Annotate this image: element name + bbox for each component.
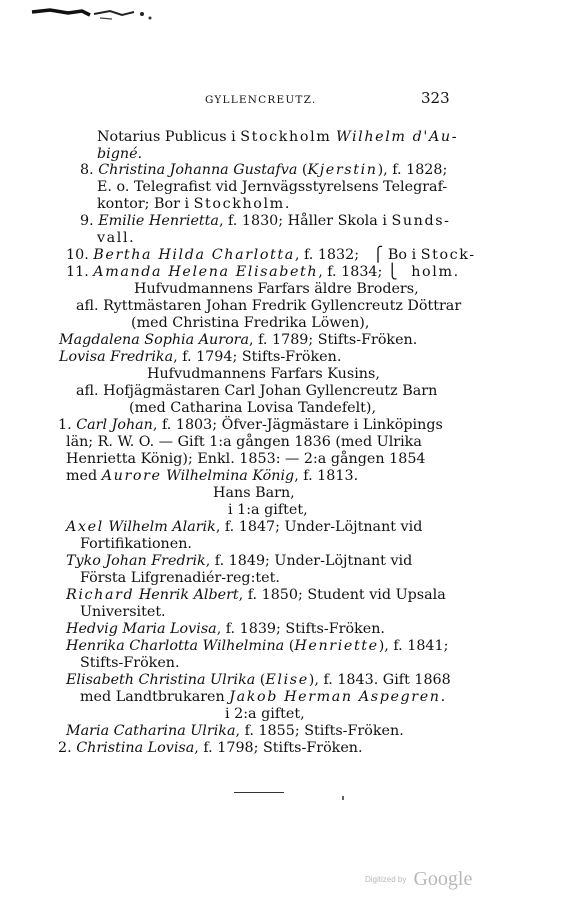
text-line: Axel Wilhelm Alarik, f. 1847; Under-Löjtnant vid	[66, 519, 423, 535]
ink-stamp-mark	[30, 6, 160, 26]
text-line: 2. Christina Lovisa, f. 1798; Stifts-Fröken.	[58, 740, 363, 756]
digitized-watermark	[365, 868, 472, 891]
digitized-prefix: Digitized by	[365, 875, 407, 884]
text-line: län; R. W. O. — Gift 1:a gången 1836 (med Ulrika	[66, 434, 422, 450]
end-rule	[234, 792, 284, 793]
text-line: afl. Ryttmästaren Johan Fredrik Gyllencreutz Döttrar	[76, 298, 462, 314]
text-line: Fortifikationen.	[80, 536, 192, 552]
running-header-title: GYLLENCREUTZ.	[205, 94, 317, 106]
text-line: Henrika Charlotta Wilhelmina (Henriette), f. 1841;	[66, 638, 449, 654]
page-number: 323	[421, 89, 450, 107]
text-line: Magdalena Sophia Aurora, f. 1789; Stifts-Fröken.	[59, 332, 418, 348]
text-line: Maria Catharina Ulrika, f. 1855; Stifts-Fröken.	[66, 723, 404, 739]
text-line: med Landtbrukaren Jakob Herman Aspegren.	[80, 689, 446, 705]
text-line: Hufvudmannens Farfars äldre Broders,	[134, 281, 419, 297]
text-line: (med Christina Fredrika Löwen),	[131, 315, 370, 331]
text-line: Hufvudmannens Farfars Kusins,	[147, 366, 380, 382]
text-line: E. o. Telegrafist vid Jernvägsstyrelsens Telegraf-	[97, 179, 448, 195]
text-line: Henrietta König); Enkl. 1853: — 2:a gången 1854	[66, 451, 426, 467]
text-line: i 2:a giftet,	[225, 706, 305, 722]
text-line: Stifts-Fröken.	[80, 655, 180, 671]
text-line: med Aurore Wilhelmina König, f. 1813.	[66, 468, 359, 484]
text-line: i 1:a giftet,	[228, 502, 308, 518]
google-logo: Google	[413, 868, 473, 890]
text-line: kontor; Bor i Stockholm.	[97, 196, 290, 212]
text-line: Richard Henrik Albert, f. 1850; Student vid Upsala	[66, 587, 446, 603]
text-line: Hedvig Maria Lovisa, f. 1839; Stifts-Fröken.	[66, 621, 385, 637]
text-line: Notarius Publicus i Stockholm Wilhelm d'Au-	[97, 129, 459, 145]
text-line: Universitet.	[80, 604, 166, 620]
text-line: afl. Hofjägmästaren Carl Johan Gyllencreutz Barn	[76, 383, 438, 399]
text-line: Tyko Johan Fredrik, f. 1849; Under-Löjtnant vid	[66, 553, 413, 569]
text-line: 10. Bertha Hilda Charlotta, f. 1832; ⎧ Bo i Stock-	[66, 247, 476, 263]
text-line: 1. Carl Johan, f. 1803; Öfver-Jägmästare i Linköpings	[58, 417, 443, 433]
text-line: 8. Christina Johanna Gustafva (Kjerstin), f. 1828;	[80, 162, 448, 178]
text-line: bigné.	[97, 146, 143, 162]
text-line: 9. Emilie Henrietta, f. 1830; Håller Skola i Sunds-	[80, 213, 451, 229]
text-line: Lovisa Fredrika, f. 1794; Stifts-Fröken.	[59, 349, 342, 365]
text-line: vall.	[97, 230, 134, 246]
text-line: Elisabeth Christina Ulrika (Elise), f. 1843. Gift 1868	[66, 672, 451, 688]
print-speck	[342, 796, 344, 800]
text-line: 11. Amanda Helena Elisabeth, f. 1834; ⎩ holm.	[66, 264, 459, 280]
text-line: Första Lifgrenadiér-reg:tet.	[80, 570, 280, 586]
text-line: (med Catharina Lovisa Tandefelt),	[129, 400, 377, 416]
text-line: Hans Barn,	[213, 485, 295, 501]
